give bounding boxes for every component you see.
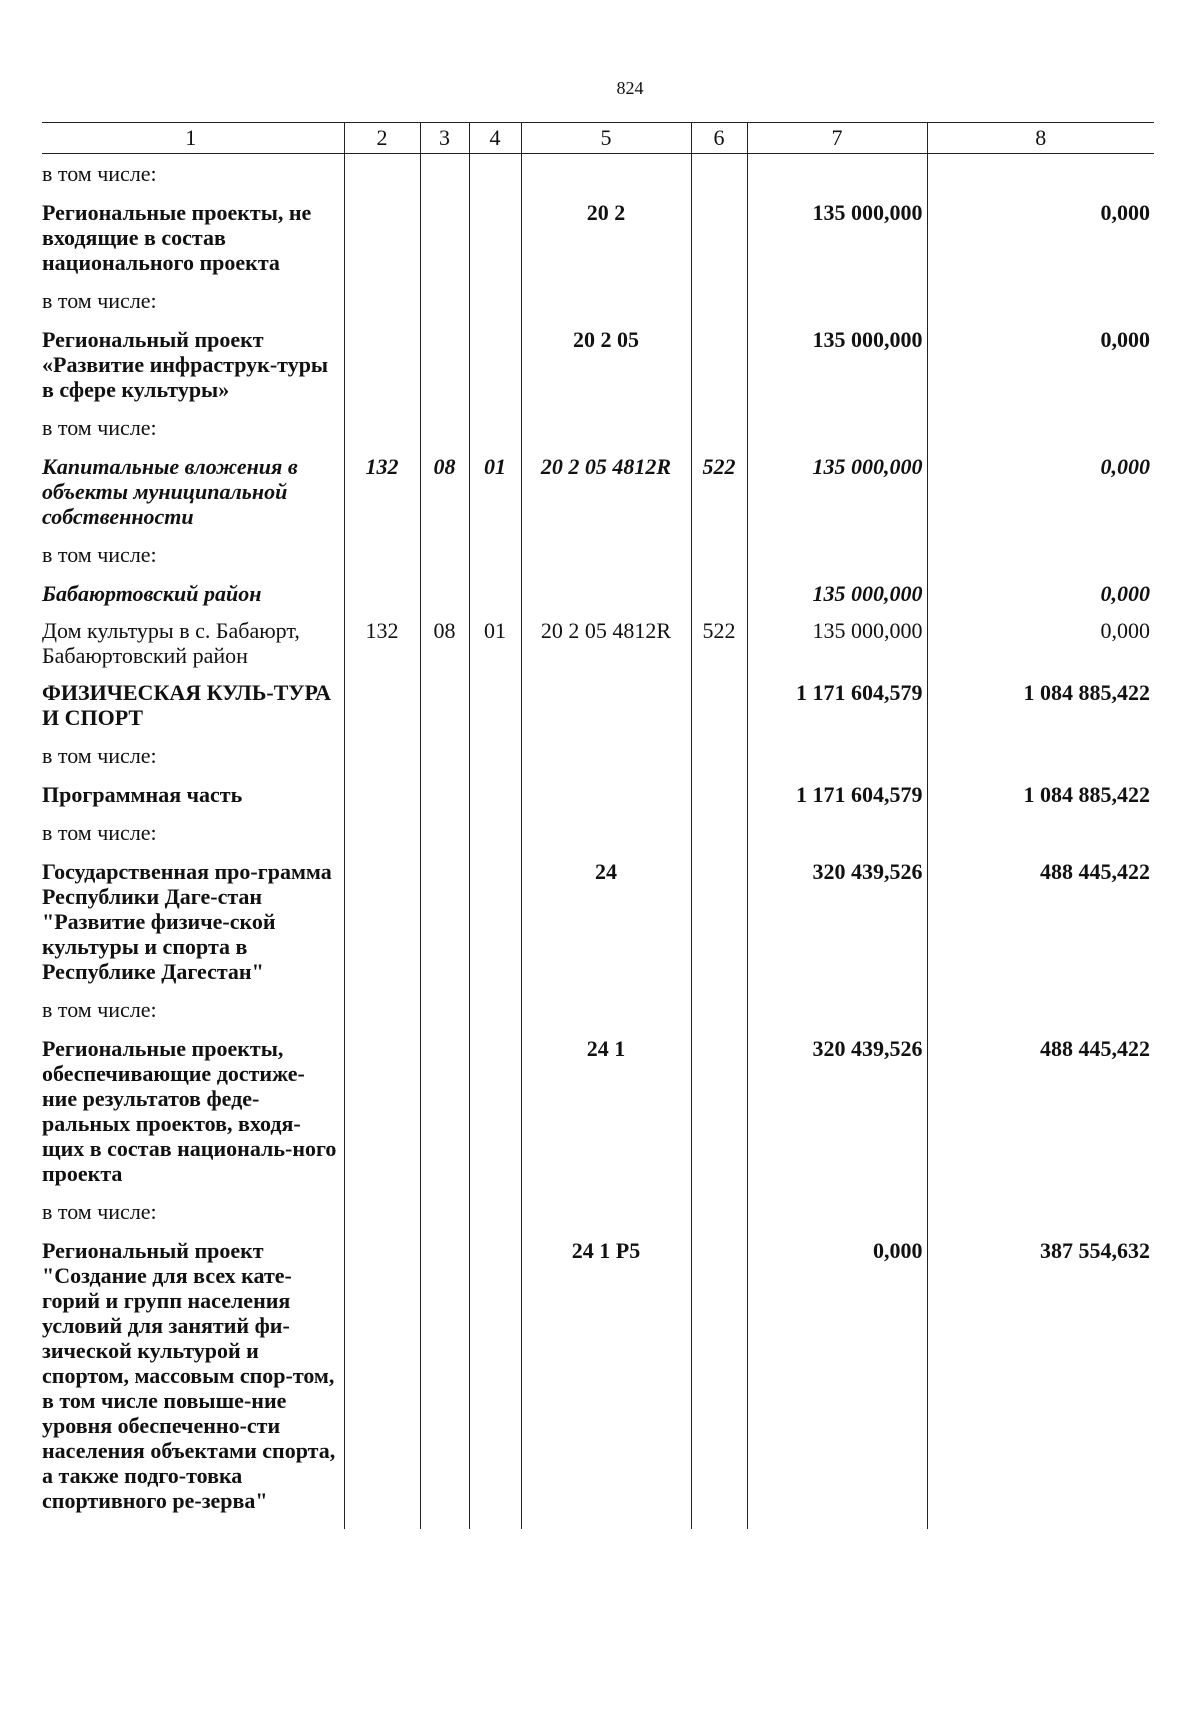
row-name: Государственная про-грамма Республики Даге-стан "Развитие физиче-ской культуры и спорта в Республике Дагестан" xyxy=(42,853,344,990)
cell-amount-col8 xyxy=(927,408,1154,448)
cell-subsection xyxy=(469,575,521,612)
cell-target-article xyxy=(521,990,691,1030)
row-name: в том числе: xyxy=(42,813,344,853)
cell-amount-col8: 387 554,632 xyxy=(927,1232,1154,1519)
cell-section xyxy=(420,776,469,813)
cell-amount-col8: 0,000 xyxy=(927,575,1154,612)
cell-subsection xyxy=(469,736,521,776)
row-name: в том числе: xyxy=(42,736,344,776)
cell-amount-col7 xyxy=(747,813,927,853)
cell-section xyxy=(420,1192,469,1232)
cell-expense-type xyxy=(691,990,747,1030)
cell-expense-type xyxy=(691,1030,747,1192)
cell-amount-col8 xyxy=(927,154,1154,195)
row-name: Программная часть xyxy=(42,776,344,813)
cell-amount-col8: 1 084 885,422 xyxy=(927,776,1154,813)
cell-section xyxy=(420,736,469,776)
table-row xyxy=(42,776,1154,813)
cell-subsection: 01 xyxy=(469,448,521,535)
table-row xyxy=(42,321,1154,408)
table-row xyxy=(42,674,1154,736)
cell-amount-col7: 135 000,000 xyxy=(747,321,927,408)
column-header: 6 xyxy=(691,123,747,154)
cell-expense-type xyxy=(691,575,747,612)
subtitle-row xyxy=(42,408,1154,448)
cell-ministry xyxy=(344,776,420,813)
cell-amount-col8 xyxy=(927,1192,1154,1232)
cell-target-article: 20 2 05 4812R xyxy=(521,448,691,535)
cell-amount-col8: 0,000 xyxy=(927,612,1154,674)
table-row xyxy=(42,575,1154,612)
cell-target-article xyxy=(521,736,691,776)
row-name: в том числе: xyxy=(42,535,344,575)
cell-ministry xyxy=(344,736,420,776)
cell-amount-col7: 1 171 604,579 xyxy=(747,674,927,736)
spacer-cell xyxy=(691,1519,747,1529)
spacer-cell xyxy=(927,1519,1154,1529)
cell-target-article: 24 1 xyxy=(521,1030,691,1192)
cell-section xyxy=(420,813,469,853)
cell-target-article: 24 xyxy=(521,853,691,990)
subtitle-row xyxy=(42,990,1154,1030)
cell-target-article: 20 2 05 xyxy=(521,321,691,408)
cell-amount-col8: 0,000 xyxy=(927,194,1154,281)
cell-section xyxy=(420,535,469,575)
cell-amount-col7 xyxy=(747,535,927,575)
cell-target-article xyxy=(521,776,691,813)
cell-amount-col8 xyxy=(927,990,1154,1030)
cell-expense-type xyxy=(691,194,747,281)
cell-amount-col7: 1 171 604,579 xyxy=(747,776,927,813)
cell-amount-col7 xyxy=(747,1192,927,1232)
cell-section xyxy=(420,194,469,281)
row-name: Региональный проект "Создание для всех кате-горий и групп населения условий для занятий фи-зической культурой и спортом, массовым спор-том, в том числе повыше-ние уровня обеспеченно-сти населения объектами спорта, а также подго-товка спортивного ре-зерва" xyxy=(42,1232,344,1519)
cell-section xyxy=(420,990,469,1030)
cell-expense-type xyxy=(691,1192,747,1232)
cell-amount-col7: 320 439,526 xyxy=(747,853,927,990)
cell-subsection xyxy=(469,853,521,990)
column-header: 3 xyxy=(420,123,469,154)
subtitle-row xyxy=(42,281,1154,321)
cell-section xyxy=(420,674,469,736)
cell-target-article xyxy=(521,1192,691,1232)
cell-section xyxy=(420,154,469,195)
column-header: 2 xyxy=(344,123,420,154)
table-row xyxy=(42,612,1154,674)
cell-ministry: 132 xyxy=(344,612,420,674)
cell-section: 08 xyxy=(420,612,469,674)
cell-subsection xyxy=(469,990,521,1030)
cell-amount-col8: 488 445,422 xyxy=(927,853,1154,990)
cell-amount-col7 xyxy=(747,990,927,1030)
cell-expense-type xyxy=(691,813,747,853)
cell-ministry xyxy=(344,1232,420,1519)
row-name: Региональный проект «Развитие инфраструк-туры в сфере культуры» xyxy=(42,321,344,408)
cell-ministry: 132 xyxy=(344,448,420,535)
cell-target-article xyxy=(521,408,691,448)
row-name: в том числе: xyxy=(42,990,344,1030)
cell-subsection: 01 xyxy=(469,612,521,674)
row-name: Бабаюртовский район xyxy=(42,575,344,612)
column-number-row xyxy=(42,123,1154,154)
cell-section xyxy=(420,1232,469,1519)
cell-target-article: 20 2 05 4812R xyxy=(521,612,691,674)
cell-subsection xyxy=(469,408,521,448)
row-name: в том числе: xyxy=(42,154,344,195)
spacer-cell xyxy=(42,1519,344,1529)
cell-expense-type xyxy=(691,1232,747,1519)
subtitle-row xyxy=(42,1192,1154,1232)
cell-target-article xyxy=(521,281,691,321)
table-row xyxy=(42,1030,1154,1192)
cell-subsection xyxy=(469,674,521,736)
cell-subsection xyxy=(469,194,521,281)
cell-ministry xyxy=(344,575,420,612)
cell-amount-col8: 0,000 xyxy=(927,321,1154,408)
column-header: 1 xyxy=(42,123,344,154)
column-header: 5 xyxy=(521,123,691,154)
cell-amount-col7: 135 000,000 xyxy=(747,194,927,281)
table-row xyxy=(42,853,1154,990)
cell-section xyxy=(420,1030,469,1192)
table-body xyxy=(42,154,1154,1530)
cell-expense-type xyxy=(691,736,747,776)
table-row xyxy=(42,194,1154,281)
spacer-cell xyxy=(469,1519,521,1529)
cell-ministry xyxy=(344,813,420,853)
table-spacer-row xyxy=(42,1519,1154,1529)
cell-ministry xyxy=(344,1030,420,1192)
subtitle-row xyxy=(42,813,1154,853)
cell-expense-type xyxy=(691,535,747,575)
cell-target-article xyxy=(521,154,691,195)
row-name: Региональные проекты, обеспечивающие достиже-ние результатов феде-ральных проектов, входя-щих в состав националь-ного проекта xyxy=(42,1030,344,1192)
spacer-cell xyxy=(420,1519,469,1529)
page-number: 824 xyxy=(616,78,644,98)
cell-target-article: 24 1 P5 xyxy=(521,1232,691,1519)
cell-expense-type xyxy=(691,853,747,990)
cell-ministry xyxy=(344,853,420,990)
cell-ministry xyxy=(344,321,420,408)
cell-ministry xyxy=(344,194,420,281)
cell-section xyxy=(420,575,469,612)
cell-subsection xyxy=(469,813,521,853)
cell-expense-type xyxy=(691,674,747,736)
cell-subsection xyxy=(469,776,521,813)
row-name: в том числе: xyxy=(42,281,344,321)
spacer-cell xyxy=(521,1519,691,1529)
cell-target-article: 20 2 xyxy=(521,194,691,281)
cell-subsection xyxy=(469,281,521,321)
cell-expense-type xyxy=(691,154,747,195)
cell-ministry xyxy=(344,281,420,321)
column-header: 8 xyxy=(927,123,1154,154)
cell-expense-type xyxy=(691,321,747,408)
cell-expense-type: 522 xyxy=(691,612,747,674)
table-row xyxy=(42,448,1154,535)
cell-amount-col7: 135 000,000 xyxy=(747,612,927,674)
cell-amount-col7 xyxy=(747,154,927,195)
row-name: Капитальные вложения в объекты муниципальной собственности xyxy=(42,448,344,535)
cell-expense-type: 522 xyxy=(691,448,747,535)
cell-amount-col8 xyxy=(927,281,1154,321)
cell-section xyxy=(420,321,469,408)
row-name: в том числе: xyxy=(42,408,344,448)
cell-section: 08 xyxy=(420,448,469,535)
spacer-cell xyxy=(747,1519,927,1529)
row-name: ФИЗИЧЕСКАЯ КУЛЬ-ТУРА И СПОРТ xyxy=(42,674,344,736)
cell-target-article xyxy=(521,575,691,612)
cell-target-article xyxy=(521,813,691,853)
cell-amount-col8: 0,000 xyxy=(927,448,1154,535)
column-header: 4 xyxy=(469,123,521,154)
cell-amount-col8 xyxy=(927,736,1154,776)
cell-amount-col7 xyxy=(747,281,927,321)
subtitle-row xyxy=(42,154,1154,195)
cell-ministry xyxy=(344,535,420,575)
cell-expense-type xyxy=(691,408,747,448)
cell-ministry xyxy=(344,408,420,448)
spacer-cell xyxy=(344,1519,420,1529)
cell-amount-col7 xyxy=(747,408,927,448)
subtitle-row xyxy=(42,736,1154,776)
cell-ministry xyxy=(344,154,420,195)
cell-amount-col8 xyxy=(927,813,1154,853)
cell-target-article xyxy=(521,674,691,736)
cell-amount-col7: 135 000,000 xyxy=(747,575,927,612)
cell-amount-col8: 488 445,422 xyxy=(927,1030,1154,1192)
cell-amount-col7: 320 439,526 xyxy=(747,1030,927,1192)
cell-ministry xyxy=(344,990,420,1030)
cell-subsection xyxy=(469,154,521,195)
cell-expense-type xyxy=(691,776,747,813)
cell-ministry xyxy=(344,674,420,736)
row-name: Дом культуры в с. Бабаюрт, Бабаюртовский район xyxy=(42,612,344,674)
row-name: в том числе: xyxy=(42,1192,344,1232)
cell-amount-col7: 135 000,000 xyxy=(747,448,927,535)
cell-section xyxy=(420,408,469,448)
cell-subsection xyxy=(469,1192,521,1232)
cell-ministry xyxy=(344,1192,420,1232)
budget-table xyxy=(42,123,1154,1529)
cell-target-article xyxy=(521,535,691,575)
cell-subsection xyxy=(469,1232,521,1519)
cell-subsection xyxy=(469,1030,521,1192)
cell-amount-col8 xyxy=(927,535,1154,575)
cell-section xyxy=(420,281,469,321)
subtitle-row xyxy=(42,535,1154,575)
cell-amount-col8: 1 084 885,422 xyxy=(927,674,1154,736)
cell-amount-col7: 0,000 xyxy=(747,1232,927,1519)
cell-expense-type xyxy=(691,281,747,321)
cell-amount-col7 xyxy=(747,736,927,776)
table-row xyxy=(42,1232,1154,1519)
cell-subsection xyxy=(469,535,521,575)
column-header: 7 xyxy=(747,123,927,154)
cell-subsection xyxy=(469,321,521,408)
row-name: Региональные проекты, не входящие в состав национального проекта xyxy=(42,194,344,281)
cell-section xyxy=(420,853,469,990)
